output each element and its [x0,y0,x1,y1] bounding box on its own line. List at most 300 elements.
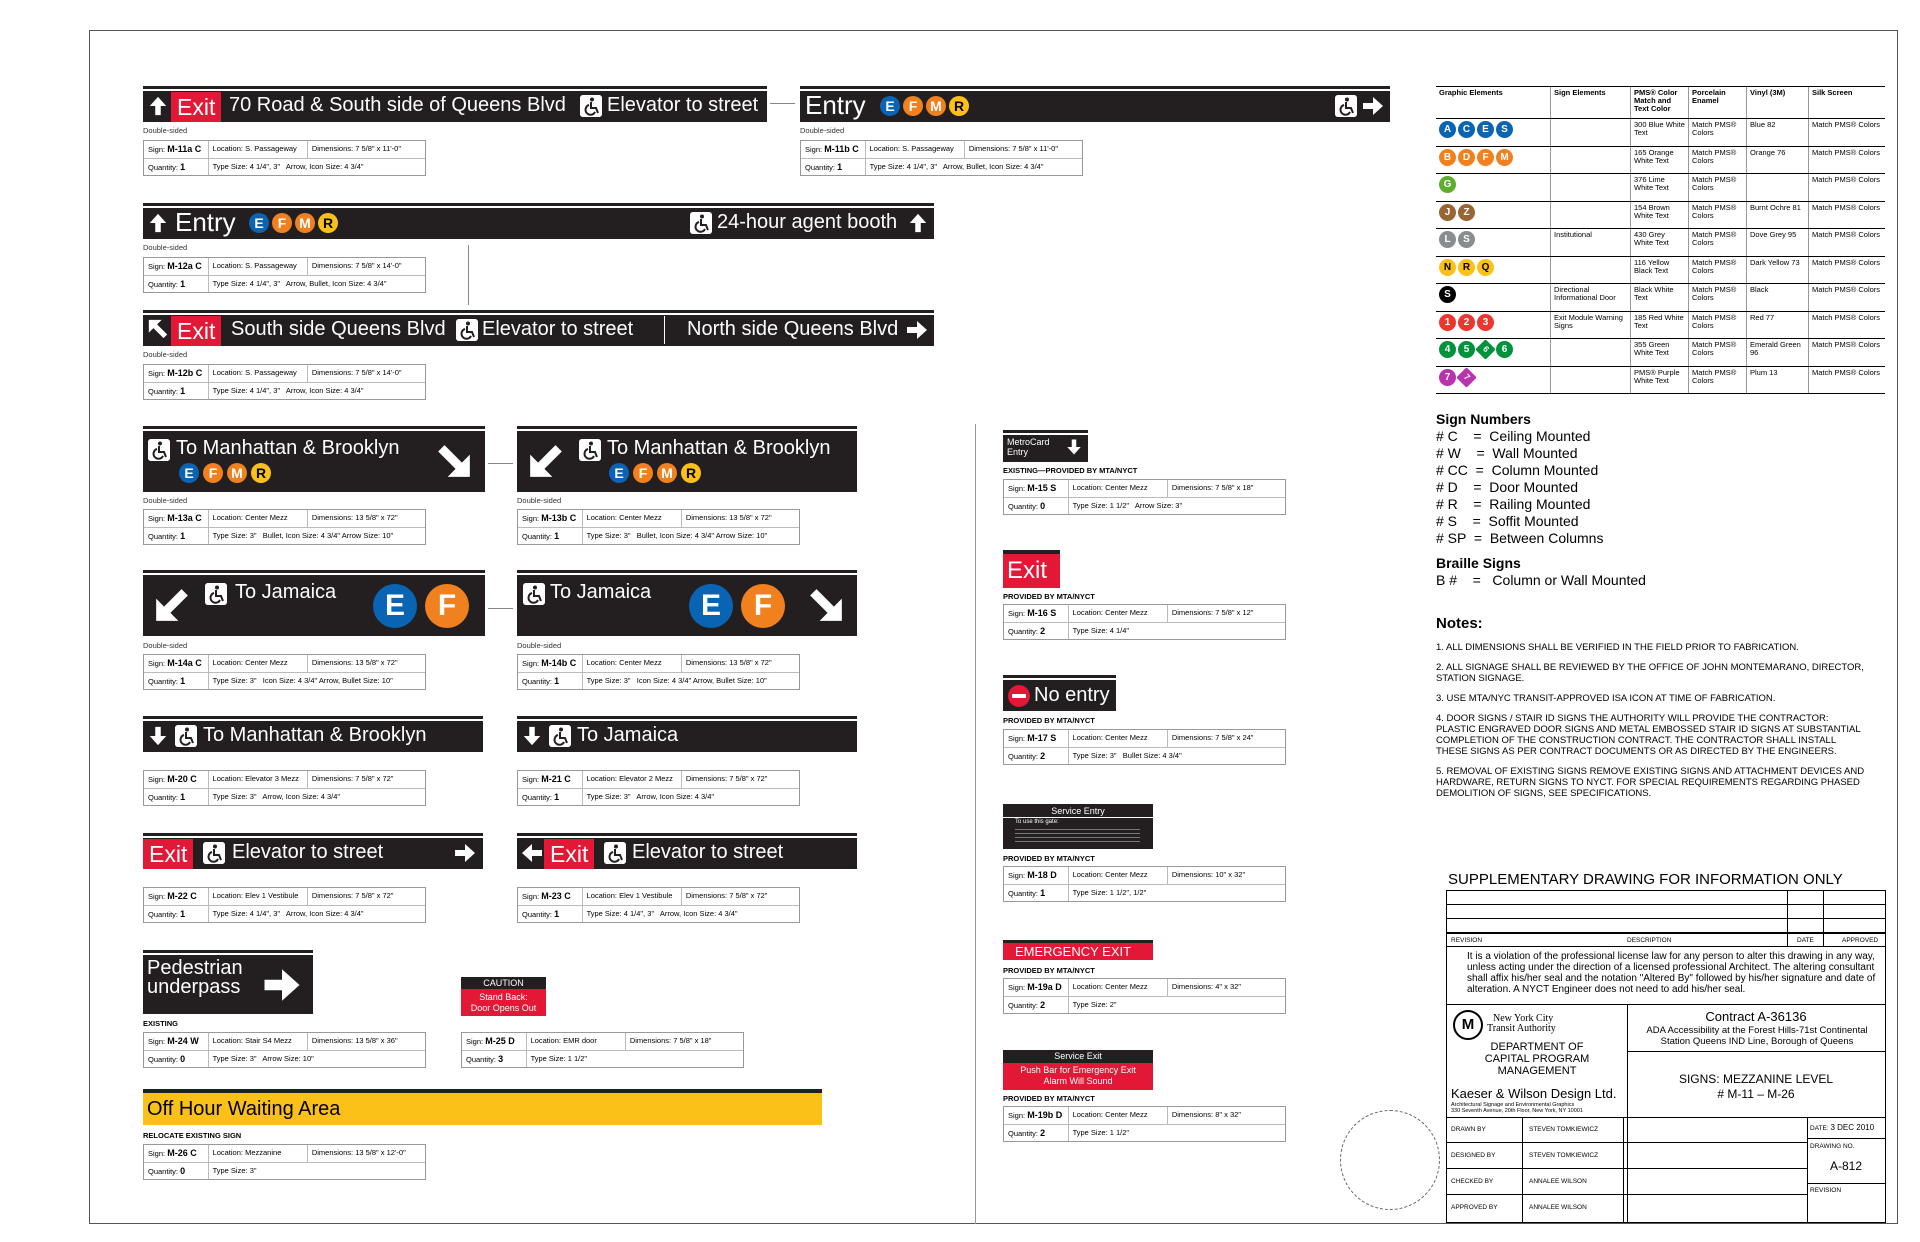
sign-number-item: # CC = Column Mounted [1436,462,1599,478]
revision-label: REVISION [1810,1187,1842,1194]
label: Quantity: [148,1167,179,1176]
spec-m13b [517,509,800,545]
label: Dimensions: [968,144,1011,153]
sign-text: No entry [1034,684,1110,706]
bullet-f: F [903,96,923,116]
vertical-double-arrow-icon [468,245,469,305]
type-size: 1 1/2" [1109,1128,1130,1137]
accessibility-icon [456,319,478,341]
route-bullet: E [1477,121,1494,138]
quantity: 1 [554,909,560,919]
spec-m23 [517,887,800,923]
double-arrow-icon [770,103,795,104]
notes-section [1436,615,1866,808]
label: Type Size: [530,1054,566,1063]
contract-description: ADA Accessibility at the Forest Hills-71st Continental Station Queens IND Line, Borough of Queens [1646,1025,1868,1047]
location: Center Mezz [245,658,288,667]
dimensions: 13 5/8" x 72" [355,513,398,522]
label: Sign: [148,1037,166,1046]
table-cell-sign: Exit Module Warning Signs [1551,312,1631,339]
sign-number-item: # R = Railing Mounted [1436,496,1591,512]
label: Type Size: [586,531,622,540]
label: Location: [212,513,243,522]
location: Elevator 2 Mezz [619,774,673,783]
table-cell-pms: Black White Text [1631,284,1689,311]
label: Location: [212,1036,243,1045]
sign-number: M-11a C [167,144,202,154]
table-row [1436,119,1885,147]
accessibility-icon [1335,95,1357,117]
sign-m19b [1003,1050,1153,1090]
braille-title: Braille Signs [1436,555,1521,571]
label: Type Size: [1072,888,1108,897]
title-block [1446,890,1886,1223]
spec-m12b [143,364,426,400]
quantity: 2 [1040,626,1046,636]
exit-label: Exit [171,316,221,346]
sign-text-2: To use this gate: [1015,819,1059,825]
label: Type Size: [212,1054,248,1063]
extra: Arrow, Icon Size: 4 3/4" [636,792,715,801]
label: Quantity: [148,280,179,289]
date-label: DATE: [1810,1125,1829,1132]
label: Sign: [148,892,166,901]
extra: Arrow, Icon Size: 4 3/4" [659,909,738,918]
label: Location: [212,144,243,153]
label: Dimensions: [311,658,354,667]
center-divider [975,424,976,1224]
label: Sign: [148,262,166,271]
table-cell-pms: 300 Blue White Text [1631,119,1689,146]
sign-number: M-12b C [167,368,203,378]
sign-m15 [1003,430,1088,462]
route-bullet: J [1439,204,1456,221]
double-arrow-icon [488,608,513,609]
label: Location: [1072,982,1103,991]
bullet-m: M [295,213,315,233]
sign-text-2: 24-hour agent booth [717,211,898,233]
label: Type Size: [1072,1128,1108,1137]
spec-m26 [143,1144,426,1180]
sign-m14a [143,570,485,636]
location: Center Mezz [1105,483,1148,492]
sign-m17 [1003,675,1116,711]
bullet-e: E [880,96,900,116]
dimensions: 10" x 32" [1215,870,1246,879]
label: Quantity: [466,1055,497,1064]
label: Dimensions: [311,891,354,900]
extra: Bullet Size: 4 3/4" [1122,751,1182,760]
type-size: 3" [249,1054,257,1063]
note: RELOCATE EXISTING SIGN [143,1131,242,1140]
label: Dimensions: [1171,608,1214,617]
table-row [1436,284,1885,312]
label: Quantity: [805,163,836,172]
sign-m13b [517,426,857,492]
table-cell-porcelain: Match PMS® Colors [1689,284,1747,311]
table-row [1436,339,1885,367]
dimensions: 7 5/8" x 18" [1215,483,1254,492]
label: Type Size: [212,1166,248,1175]
designed-by-name: STEVEN TOMKIEWICZ [1529,1152,1599,1159]
route-bullet: D [1458,149,1475,166]
spec-m22 [143,887,426,923]
sign-number: M-13a C [167,513,202,523]
table-cell-silk: Match PMS® Colors [1812,257,1881,267]
route-bullet: 1 [1439,314,1456,331]
label: Dimensions: [1171,982,1214,991]
location: Center Mezz [619,513,662,522]
extra: Bullet, Icon Size: 4 3/4" Arrow Size: 10" [262,531,394,540]
sheet-title: SIGNS: MEZZANINE LEVEL [1678,1072,1834,1086]
label: Dimensions: [311,261,354,270]
location: S. Passageway [245,261,297,270]
sign-text: Service Exit [1003,1050,1153,1063]
spec-m14b [517,654,800,690]
label: Sign: [1008,983,1026,992]
seal-placeholder [1340,1110,1440,1210]
label: Type Size: [586,909,622,918]
location: EMR door [563,1036,597,1045]
type-size: 1 1/2" [1109,501,1130,510]
label: Sign: [148,145,166,154]
sign-m24 [143,950,313,1014]
table-cell-porcelain: Match PMS® Colors [1689,257,1747,284]
arrow-right-icon [1361,94,1385,118]
sign-m25 [461,977,546,1016]
double-arrow-icon [488,463,513,464]
accessibility-icon [579,439,601,461]
divider [664,316,665,344]
label: Location: [1072,1110,1103,1119]
dimensions: 13 5/8" x 12'-0" [355,1148,406,1157]
sign-number-item: # D = Door Mounted [1436,479,1579,495]
extra: Icon Size: 4 3/4" Arrow, Bullet Size: 10" [636,676,767,685]
sign-text: Service Entry [1003,806,1153,818]
bullet-r: R [251,463,271,483]
label: Sign: [522,892,540,901]
sign-m18 [1003,804,1153,849]
arrow-down-icon [1065,437,1083,457]
table-cell-porcelain: Match PMS® Colors [1689,174,1747,201]
label: Quantity: [148,163,179,172]
dimensions: 7 5/8" x 11'-0" [1012,144,1059,153]
location: Center Mezz [1105,608,1148,617]
sign-text: South side Queens Blvd [231,318,446,340]
sign-text: Elevator to street [232,841,384,863]
sign-text: 70 Road & South side of Queens Blvd [229,94,566,116]
sign-text: Entry [805,90,866,120]
label: Location: [1072,483,1103,492]
location: Center Mezz [1105,982,1148,991]
sign-number: M-23 C [541,891,571,901]
label: Type Size: [212,279,248,288]
label: Quantity: [1008,1001,1039,1010]
dimensions: 7 5/8" x 14'-0" [355,261,402,270]
table-row [1436,202,1885,230]
table-cell-silk: Match PMS® Colors [1812,175,1881,184]
table-cell-vinyl: Red 77 [1747,312,1809,339]
quantity: 1 [554,531,560,541]
label: Sign: [1008,734,1026,743]
sign-text: To Manhattan & Brooklyn [607,437,831,459]
route-bullet: 7 [1439,369,1456,386]
sign-text: To Jamaica [577,724,679,746]
bullet-e: E [373,584,417,628]
label: Quantity: [522,677,553,686]
label: Dimensions: [629,1036,672,1045]
table-header: Graphic Elements [1436,87,1551,118]
dimensions: 7 5/8" x 12" [1215,608,1254,617]
sign-number: M-22 C [167,891,197,901]
type-size: 4 1/4", 3" [249,162,281,171]
label: Location: [586,774,617,783]
table-cell-pms: 116 Yellow Black Text [1631,257,1689,284]
route-bullet: L [1439,231,1456,248]
table-row [1436,257,1885,285]
type-size: 4 1/4" [1109,626,1130,635]
sign-number: M-21 C [541,774,571,784]
arrow-down-icon [147,724,169,748]
spec-m11a [143,140,426,176]
location: S. Passageway [902,144,954,153]
note: PROVIDED BY MTA/NYCT [1003,854,1095,863]
table-cell-vinyl: Dove Grey 95 [1747,229,1809,256]
quantity: 1 [1040,888,1046,898]
arrow-down-right-icon [435,442,473,480]
table-cell-pms: 165 Orange White Text [1631,147,1689,174]
label: Location: [1072,608,1103,617]
sign-number-item: # W = Wall Mounted [1436,445,1578,461]
label: Quantity: [148,387,179,396]
spec-m12a [143,257,426,293]
arrow-down-left-icon [153,586,191,624]
table-row [1436,147,1885,175]
dimensions: 13 5/8" x 72" [729,513,772,522]
note: Double-sided [143,126,188,135]
table-header: PMS® Color Match and Text Color [1631,87,1689,118]
spec-m13a [143,509,426,545]
sign-number: M-18 D [1027,870,1057,880]
quantity: 1 [554,792,560,802]
sign-text-2: Entry [1007,447,1029,457]
table-cell-silk: Match PMS® Colors [1812,120,1881,129]
label: Location: [1072,733,1103,742]
accessibility-icon [205,583,227,605]
sign-m26 [143,1089,822,1125]
accessibility-icon [690,212,712,234]
accessibility-icon [148,439,170,461]
label: Location: [1072,870,1103,879]
route-bullet: Z [1458,204,1475,221]
arrow-down-icon [521,724,543,748]
dimensions: 7 5/8" x 18" [673,1036,712,1045]
table-cell-silk: Match PMS® Colors [1812,202,1881,212]
table-row [1436,229,1885,257]
dimensions: 7 5/8" x 72" [729,891,768,900]
note-item: 1. ALL DIMENSIONS SHALL BE VERIFIED IN THE FIELD PRIOR TO FABRICATION. [1436,642,1799,653]
note-item: 5. REMOVAL OF EXISTING SIGNS REMOVE EXISTING SIGNS AND ATTACHMENT DEVICES AND HARDWARE, RETURN SIGNS TO NYCT. FOR SPECIAL REQUIREMENTS REGARDING PHASED DEMOLITION OF SIGNS, SEE SPECIFICATIONS. [1436,766,1865,799]
location: Mezzanine [245,1148,282,1157]
sign-number: M-13b C [541,513,577,523]
exit-label: Exit [171,92,221,122]
extra: Arrow Size: 10" [262,1054,314,1063]
note: Double-sided [517,641,562,650]
table-cell-porcelain: Match PMS® Colors [1689,147,1747,174]
quantity: 1 [180,676,186,686]
label: Quantity: [522,910,553,919]
location: Center Mezz [1105,1110,1148,1119]
type-size: 3" [249,531,257,540]
extra: Arrow, Icon Size: 4 3/4" [285,162,364,171]
route-bullet: 3 [1477,314,1494,331]
instructions [1015,827,1140,843]
type-size: 3" [1109,751,1117,760]
type-size: 4 1/4", 3" [249,386,281,395]
label: Dimensions: [685,513,728,522]
extra: Arrow, Icon Size: 4 3/4" [285,386,364,395]
table-cell-sign [1551,339,1631,366]
arrow-down-right-icon [807,586,845,624]
table-cell-silk: Match PMS® Colors [1812,312,1881,322]
bullet-e: E [689,584,733,628]
bullet-e: E [609,463,629,483]
exit-label: Exit [544,839,594,869]
type-size: 1 1/2" [567,1054,588,1063]
label: Quantity: [148,1055,179,1064]
table-cell-pms: 376 Lime White Text [1631,174,1689,201]
label: Type Size: [1072,751,1108,760]
label: Sign: [466,1037,484,1046]
route-bullet: 2 [1458,314,1475,331]
label: Location: [530,1036,561,1045]
sign-m20 [143,716,483,752]
dimensions: 13 5/8" x 36" [355,1036,398,1045]
bullet-e: E [179,463,199,483]
sign-text: To Jamaica [550,581,652,603]
type-size: 3" [249,676,257,685]
quantity: 0 [180,1166,186,1176]
route-bullet: S [1458,231,1475,248]
sign-number-item: # S = Soffit Mounted [1436,513,1579,529]
type-size: 3" [623,676,631,685]
table-cell-porcelain: Match PMS® Colors [1689,119,1747,146]
sign-text: To Manhattan & Brooklyn [176,437,400,459]
note: Double-sided [143,243,188,252]
sign-text-2: underpass [147,976,241,998]
violation-text: It is a violation of the professional license law for any person to alter this drawing in any way, unless acting under the direction of a licensed professional Architect. The altering consultant shall affix his/her seal and the notation "Altered By" followed by his/her signature and date of alteration. A NYCT Engineer does not need to add his/her seal. [1467,951,1876,995]
label: Location: [212,891,243,900]
table-cell-porcelain: Match PMS® Colors [1689,229,1747,256]
accessibility-icon [175,725,197,747]
drawing-number: A-812 [1829,1159,1863,1173]
sign-numbers-section [1436,411,1876,589]
sign-text: To Manhattan & Brooklyn [203,724,427,746]
label: Location: [212,1148,243,1157]
firm-address: 330 Seventh Avenue, 20th Floor, New York, NY 10001 [1451,1108,1583,1114]
route-bullet: S [1439,286,1456,303]
label: Type Size: [212,792,248,801]
note: Double-sided [143,350,188,359]
dimensions: 4" x 32" [1215,982,1241,991]
table-cell-porcelain: Match PMS® Colors [1689,312,1747,339]
quantity: 3 [498,1054,504,1064]
label: Quantity: [1008,889,1039,898]
sign-numbers-title: Sign Numbers [1436,411,1531,427]
spec-m21 [517,770,800,806]
route-bullet: 6 [1475,339,1495,359]
label: Sign: [148,775,166,784]
bullet-f: F [272,213,292,233]
accessibility-icon [549,725,571,747]
bullet-e: E [249,213,269,233]
type-size: 1 1/2", 1/2" [1109,888,1147,897]
location: S. Passageway [245,144,297,153]
firm-name: Kaeser & Wilson Design Ltd. [1451,1086,1617,1101]
location: Elev 1 Vestibule [619,891,673,900]
label: Location: [586,658,617,667]
quantity: 0 [180,1054,186,1064]
exit-label: Exit [143,839,193,869]
label: Type Size: [869,162,905,171]
type-size: 4 1/4", 3" [906,162,938,171]
table-cell-porcelain: Match PMS® Colors [1689,367,1747,394]
table-cell-silk: Match PMS® Colors [1812,230,1881,239]
spec-m16 [1003,604,1286,640]
nyct-line-2: Transit Authority [1487,1023,1556,1034]
bullet-f: F [633,463,653,483]
type-size: 4 1/4", 3" [249,279,281,288]
sheet-range: # M-11 – M-26 [1717,1087,1795,1101]
location: Center Mezz [1105,733,1148,742]
spec-m24 [143,1032,426,1068]
label: Quantity: [148,793,179,802]
sign-number: M-16 S [1027,608,1057,618]
note: PROVIDED BY MTA/NYCT [1003,966,1095,975]
arrow-right-icon [905,318,929,342]
label: Location: [212,261,243,270]
caution-header: CAUTION [461,977,546,989]
label: Type Size: [1072,501,1108,510]
arrow-up-left-icon [147,318,169,340]
type-size: 3" [249,792,257,801]
supplementary-heading: SUPPLEMENTARY DRAWING FOR INFORMATION ONLY [1448,871,1843,888]
label: Sign: [522,514,540,523]
table-cell-sign [1551,147,1631,174]
label: Dimensions: [311,774,354,783]
graphic-elements-table [1436,86,1885,394]
quantity: 1 [180,386,186,396]
table-header: Vinyl (3M) [1747,87,1809,118]
sign-text: EMERGENCY EXIT [1015,944,1132,959]
revision-header: REVISION [1451,937,1483,944]
table-cell-pms: 355 Green White Text [1631,339,1689,366]
arrow-up-icon [147,94,169,118]
table-row [1436,312,1885,340]
route-bullet: F [1477,149,1494,166]
label: Quantity: [1008,627,1039,636]
dimensions: 8" x 32" [1215,1110,1241,1119]
note: EXISTING—PROVIDED BY MTA/NYCT [1003,466,1138,475]
route-bullet: G [1439,176,1456,193]
label: Dimensions: [685,658,728,667]
dimensions: 7 5/8" x 14'-0" [355,368,402,377]
quantity: 0 [1040,501,1046,511]
label: Sign: [1008,609,1026,618]
bullet-m: M [926,96,946,116]
extra: Arrow, Icon Size: 4 3/4" [285,909,364,918]
label: Quantity: [148,910,179,919]
